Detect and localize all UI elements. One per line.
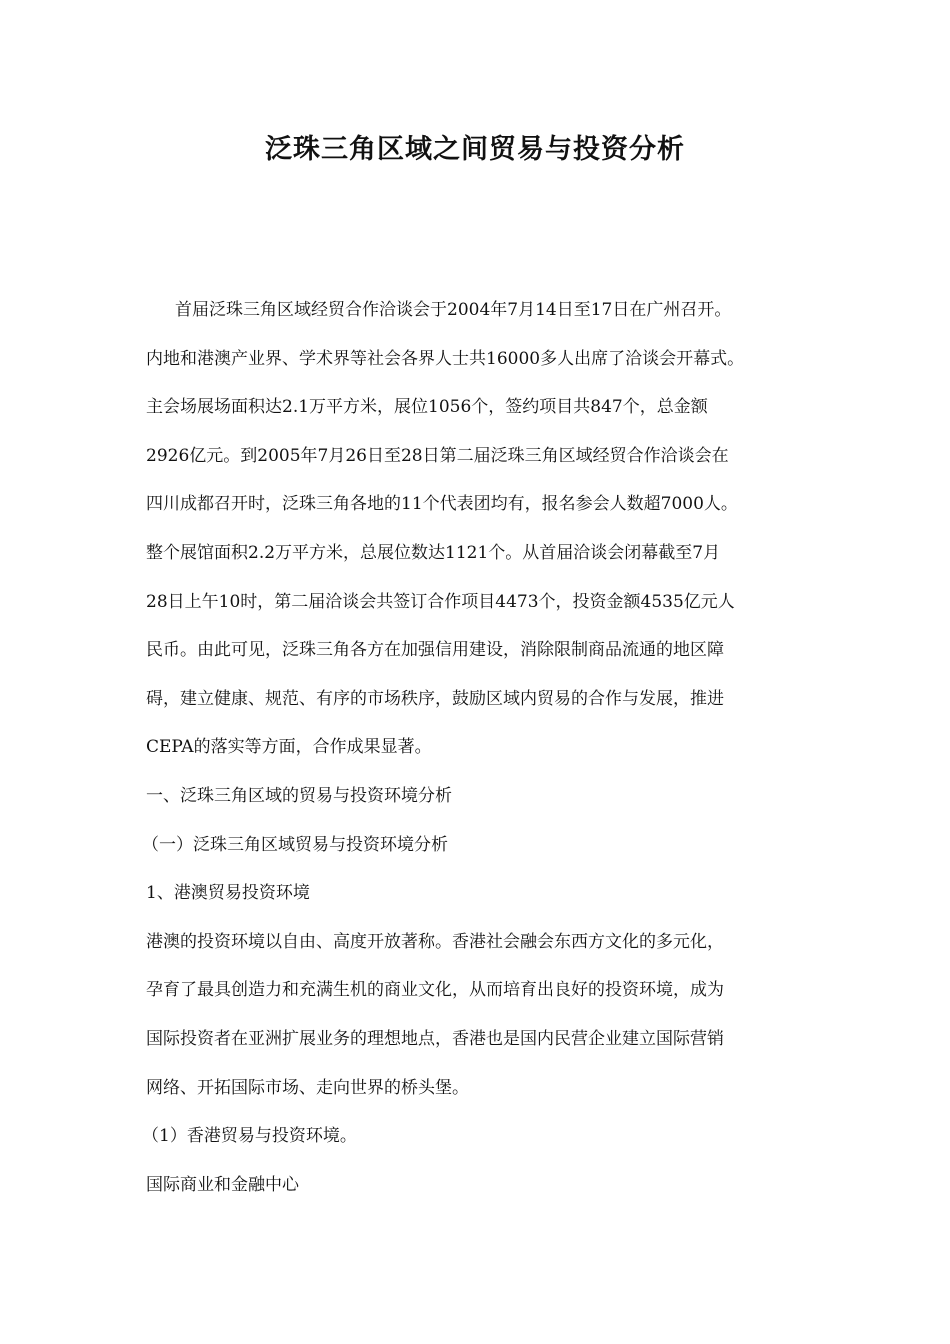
section-heading: 一、泛珠三角区域的贸易与投资环境分析 xyxy=(146,785,452,806)
paragraph-line: 民币。由此可见，泛珠三角各方在加强信用建设，消除限制商品流通的地区障 xyxy=(146,640,724,661)
paragraph-line: 国际商业和金融中心 xyxy=(146,1174,299,1195)
paragraph-line: 四川成都召开时，泛珠三角各地的11个代表团均有，报名参会人数超7000人。 xyxy=(146,494,738,515)
paragraph-line: 首届泛珠三角区域经贸合作洽谈会于2004年7月14日至17日在广州召开。 xyxy=(175,300,732,320)
paragraph-line: 28日上午10时，第二届洽谈会共签订合作项目4473个，投资金额4535亿元人 xyxy=(146,591,735,612)
document-title: 泛珠三角区域之间贸易与投资分析 xyxy=(265,134,685,165)
paragraph-line: 整个展馆面积2.2万平方米，总展位数达1121个。从首届洽谈会闭幕截至7月 xyxy=(146,542,721,563)
subsection-heading: （1）香港贸易与投资环境。 xyxy=(142,1126,357,1147)
paragraph-line: CEPA的落实等方面，合作成果显著。 xyxy=(146,737,432,758)
subsection-heading: （一）泛珠三角区域贸易与投资环境分析 xyxy=(142,834,448,855)
paragraph-line: 主会场展场面积达2.1万平方米，展位1056个，签约项目共847个，总金额 xyxy=(146,397,708,418)
paragraph-line: 碍，建立健康、规范、有序的市场秩序，鼓励区域内贸易的合作与发展，推进 xyxy=(146,688,724,709)
paragraph-line: 网络、开拓国际市场、走向世界的桥头堡。 xyxy=(146,1077,469,1098)
paragraph-line: 港澳的投资环境以自由、高度开放著称。香港社会融会东西方文化的多元化， xyxy=(146,931,724,952)
paragraph-line: 2926亿元。到2005年7月26日至28日第二届泛珠三角区域经贸合作洽谈会在 xyxy=(146,445,729,466)
subsection-heading: 1、港澳贸易投资环境 xyxy=(146,883,310,904)
paragraph-line: 内地和港澳产业界、学术界等社会各界人士共16000多人出席了洽谈会开幕式。 xyxy=(146,348,745,369)
document-body xyxy=(142,286,826,1209)
paragraph-line: 国际投资者在亚洲扩展业务的理想地点，香港也是国内民营企业建立国际营销 xyxy=(146,1028,724,1049)
paragraph-line: 孕育了最具创造力和充满生机的商业文化，从而培育出良好的投资环境，成为 xyxy=(146,980,724,1001)
